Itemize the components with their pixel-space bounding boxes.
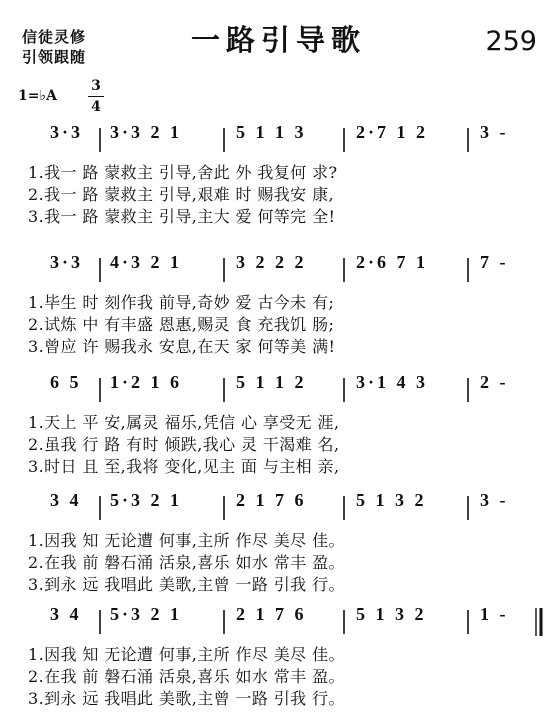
measure: 4·3 2 1	[110, 252, 183, 272]
lyric-line-verse-2: 2.我一 路 蒙救主 引导,艰难 时 赐我安 康,	[28, 185, 334, 204]
music-system	[0, 370, 557, 480]
lyric-line-verse-1: 1.因我 知 无论遭 何事,主所 作尽 美尽 佳。	[28, 531, 345, 550]
lyric-line-verse-2: 2.虽我 行 路 有时 倾跌,我心 灵 干渴难 名,	[28, 435, 340, 454]
music-system	[0, 602, 557, 712]
measure: 3 4	[50, 490, 82, 510]
measure: 2 -	[480, 372, 509, 392]
music-system	[0, 250, 557, 360]
measure: 5 1 3 2	[356, 490, 427, 510]
notation-row	[0, 250, 557, 284]
measure: 3 -	[480, 122, 509, 142]
time-signature	[88, 76, 104, 117]
measure: 3·3	[50, 122, 84, 142]
measure: 1·2 1 6	[110, 372, 183, 392]
measure: 1 -	[480, 604, 509, 624]
lyric-line-verse-3: 3.曾应 许 赐我永 安息,在天 家 何等美 满!	[28, 337, 336, 356]
measure: 3 4	[50, 604, 82, 624]
measure: 5 1 1 3	[236, 122, 307, 142]
notation-row	[0, 120, 557, 154]
lyric-line-verse-3: 3.到永 远 我唱此 美歌,主曾 一路 引我 行。	[28, 689, 345, 708]
measure: 2 1 7 6	[236, 604, 307, 624]
measure: 3 -	[480, 490, 509, 510]
hymn-title: 一路引导歌	[190, 23, 366, 57]
lyric-line-verse-1: 1.天上 平 安,属灵 福乐,凭信 心 享受无 涯,	[28, 413, 340, 432]
lyric-line-verse-2: 2.在我 前 磐石涌 活泉,喜乐 如水 常丰 盈。	[28, 667, 345, 686]
measure: 5·3 2 1	[110, 490, 183, 510]
measure: 2·6 7 1	[356, 252, 429, 272]
measure: 2·7 1 2	[356, 122, 429, 142]
music-system	[0, 488, 557, 598]
measure: 3·3 2 1	[110, 122, 183, 142]
measure: 5 1 1 2	[236, 372, 307, 392]
category-line1: 信徒灵修	[22, 28, 87, 46]
music-system	[0, 120, 557, 230]
lyric-line-verse-1: 1.因我 知 无论遭 何事,主所 作尽 美尽 佳。	[28, 645, 345, 664]
lyric-line-verse-3: 3.到永 远 我唱此 美歌,主曾 一路 引我 行。	[28, 575, 345, 594]
lyric-line-verse-2: 2.在我 前 磐石涌 活泉,喜乐 如水 常丰 盈。	[28, 553, 345, 572]
lyric-line-verse-2: 2.试炼 中 有丰盛 恩惠,赐灵 食 充我饥 肠;	[28, 315, 335, 334]
lyric-line-verse-3: 3.我一 路 蒙救主 引导,主大 爱 何等完 全!	[28, 207, 336, 226]
time-signature-top: 3	[91, 78, 101, 94]
category-line2: 引领跟随	[22, 48, 87, 66]
measure: 3 2 2 2	[236, 252, 307, 272]
measure: 2 1 7 6	[236, 490, 307, 510]
measure: 7 -	[480, 252, 509, 272]
lyric-line-verse-1: 1.我一 路 蒙救主 引导,舍此 外 我复何 求?	[28, 163, 338, 182]
measure: 3·3	[50, 252, 84, 272]
measure: 6 5	[50, 372, 82, 392]
hymn-number: 259	[485, 26, 537, 57]
measure: 5·3 2 1	[110, 604, 183, 624]
notation-row	[0, 370, 557, 404]
time-signature-bottom: 4	[88, 96, 104, 117]
lyric-line-verse-1: 1.毕生 时 刻作我 前导,奇妙 爱 古今未 有;	[28, 293, 335, 312]
measure: 3·1 4 3	[356, 372, 429, 392]
key-signature: 1=♭A	[18, 88, 57, 104]
lyric-line-verse-3: 3.时日 且 至,我将 变化,见主 面 与主相 亲,	[28, 457, 340, 476]
notation-row	[0, 488, 557, 522]
notation-row	[0, 602, 557, 636]
measure: 5 1 3 2	[356, 604, 427, 624]
